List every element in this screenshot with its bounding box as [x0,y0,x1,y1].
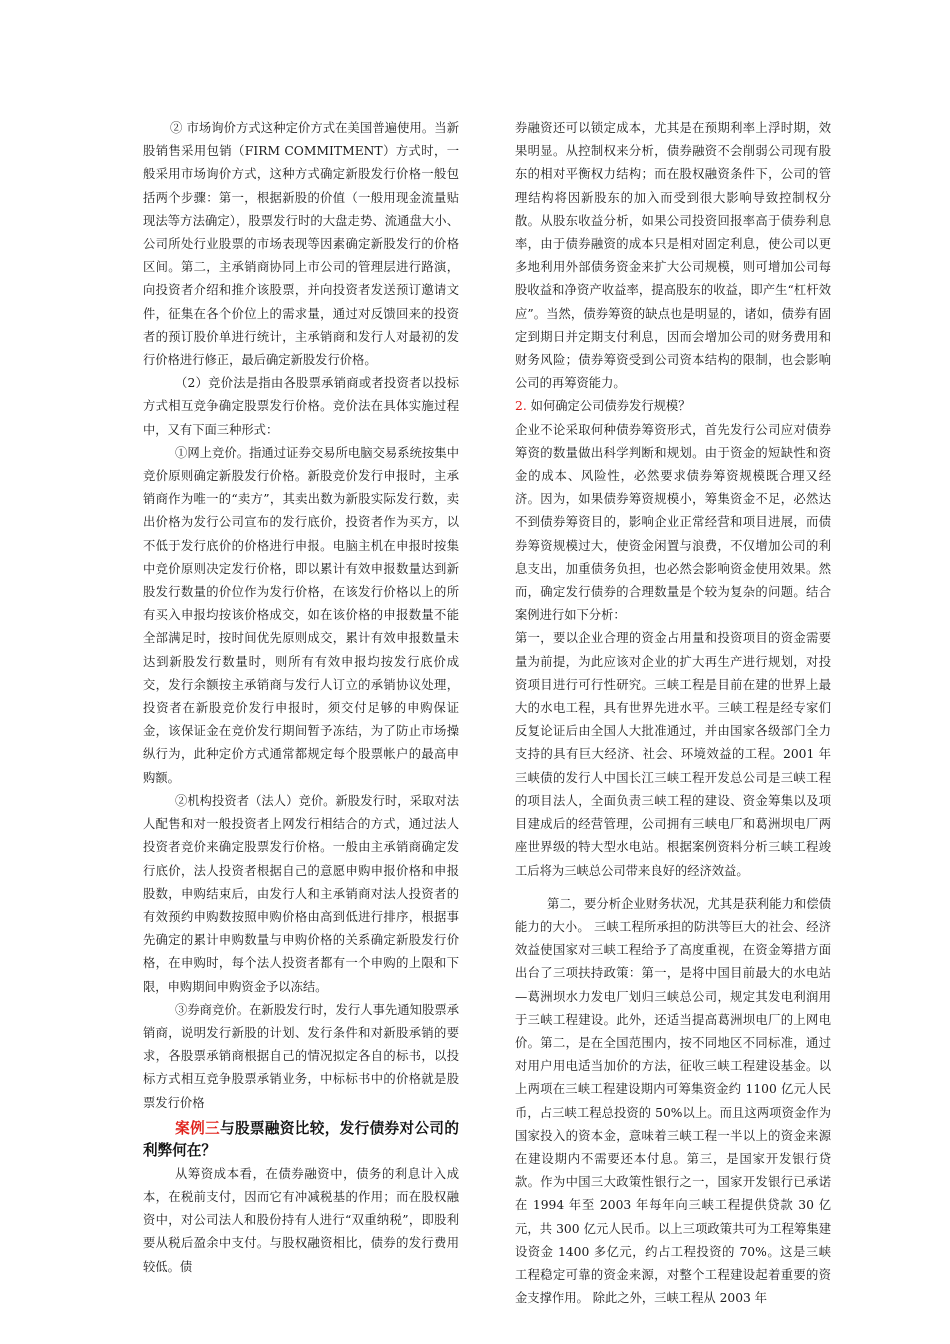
paragraph-institutional-bidding: ②机构投资者（法人）竞价。新股发行时，采取对法人配售和对一般投资者上网发行相结合的方式，通过法人投资者竞价来确定股票发行价格。一般由主承销商确定发行底价，法人投资者根据自己的意愿申购申报价格和申报股数，申购结束后，由发行人和主承销商对法人投资者的有效预约申购数按照申购价格由高到低进行排序，根据事先确定的累计申购数量与申购价格的关系确定新股发行价格，在申购时，每个法人投资者都有一个申购的上限和下限，申购期间申购资金予以冻结。 [143,793,459,994]
paragraph-bidding-method: （2）竞价法是指由各股票承销商或者投资者以投标方式相互竞争确定股票发行价格。竞价法在具体实施过程中，又有下面三种形式： [143,376,459,437]
question-two-number: 2. [515,399,527,414]
paragraph-market-inquiry: ② 市场询价方式这种定价方式在美国普遍使用。当新股销售采用包销（FIRM COMMITMENT）方式时，一般采用市场询价方式，这种方式确定新股发行价格一般包括两个步骤：第一，根据新股的价值（一般用现金流量贴现法等方法确定），股票发行时的大盘走势、流通盘大小、公司所处行业股票的市场表现等因素确定新股发行的价格区间。第二，主承销商协同上市公司的管理层进行路演，向投资者介绍和推介该股票，并向投资者发送预订邀请文件，征集在各个价位上的需求量，通过对反馈回来的投资者的预订股价单进行统计，主承销商和发行人对最初的发行价格进行修正，最后确定新股发行价格。 [143,121,459,368]
case-three-title: 与股票融资比较，发行债券对公司的利弊何在？ [143,1119,459,1159]
question-two-text: 如何确定公司债券发行规模？ [526,399,691,414]
paragraph-gap [515,883,831,893]
case-three-label: 案例三 [175,1119,220,1137]
left-column [143,117,459,1279]
paragraph-first-point: 第一，要以企业合理的资金占用量和投资项目的资金需要量为前提，为此应该对企业的扩大再生产进行规划，对投资项目进行可行性研究。三峡工程是目前在建的世界上最大的水电工程，具有世界先进水平。三峡工程是经专家们反复论证后由全国人大批准通过，并由国家各级部门全力支持的具有巨大经济、社会、环境效益的工程。2001 年三峡债的发行人中国长江三峡工程开发总公司是三峡工程的项目法人，全面负责三峡工程的建设、资金筹集以及项目建成后的经营管理，公司拥有三峡电厂和葛洲坝电厂两座世界级的特大型水电站。根据案例资料分析三峡工程竣工后将为三峡总公司带来良好的经济效益。 [515,631,831,878]
right-column [515,117,831,1310]
question-two [515,395,831,418]
paragraph-broker-bidding: ③券商竞价。在新股发行时，发行人事先通知股票承销商，说明发行新股的计划、发行条件和对新股承销的要求，各股票承销商根据自己的情况拟定各自的标书，以投标方式相互竞争股票承销业务，中标标书中的价格就是股票发行价格 [143,1002,459,1110]
paragraph-second-point: 第二，要分析企业财务状况，尤其是获利能力和偿债能力的大小。 三峡工程所承担的防洪等巨大的社会、经济效益使国家对三峡工程给予了高度重视，在资金筹措方面出台了三项扶持政策：第一，是将中国目前最大的水电站—葛洲坝水力发电厂划归三峡总公司，规定其发电利润用于三峡工程建设。此外，还适当提高葛洲坝电厂的上网电价。第二，是在全国范围内，按不同地区不同标准，通过对用户用电适当加价的方法，征收三峡工程建设基金。以上两项在三峡工程建设期内可筹集资金约 1100 亿元人民币，占三峡工程总投资的 50%以上。而且这两项资金作为国家投入的资本金，意味着三峡工程一半以上的资金来源在建设期内不需要还本付息。第三，是国家开发银行贷款。作为中国三大政策性银行之一，国家开发银行已承诺在 1994 年至 2003 年每年向三峡工程提供贷款 30 亿元，共 300 亿元人民币。以上三项政策共可为工程筹集建设资金 1400 多亿元，约占工程投资的 70%。这是三峡工程稳定可靠的资金来源，对整个工程建设起着重要的资金支撑作用。 除此之外，三峡工程从 2003 年 [515,896,831,1306]
paragraph-bond-scale: 企业不论采取何种债券筹资形式，首先发行公司应对债券筹资的数量做出科学判断和规划。由于资金的短缺性和资金的成本、风险性，必然要求债券筹资规模既合理又经济。因为，如果债券筹资规模小，筹集资金不足，必然达不到债券筹资目的，影响企业正常经营和项目进展，而债券筹资规模过大，使资金闲置与浪费，不仅增加公司的利息支出，加重债务负担，也必然会影响资金使用效果。然而，确定发行债券的合理数量是个较为复杂的问题。结合案例进行如下分析： [515,422,831,623]
case-three-heading [143,1118,459,1162]
paragraph-bond-advantages: 券融资还可以锁定成本，尤其是在预期利率上浮时期，效果明显。从控制权来分析，债券融资不会削弱公司现有股东的相对平衡权力结构；而在股权融资条件下，公司的管理结构将因新股东的加入而受到很大影响导致控制权分散。从股东收益分析，如果公司投资回报率高于债券利息率，由于债券融资的成本只是相对固定利息，使公司以更多地利用外部债务资金来扩大公司规模，则可增加公司每股收益和净资产收益率，提高股东的收益，即产生“杠杆效应”。当然，债券筹资的缺点也是明显的，诸如，债券有固定到期日并定期支付利息，因而会增加公司的财务费用和财务风险；债券筹资受到公司资本结构的限制，也会影响公司的再筹资能力。 [515,121,831,391]
paragraph-financing-cost: 从筹资成本看，在债券融资中，债务的利息计入成本，在税前支付，因而它有冲减税基的作用；而在股权融资中，对公司法人和股份持有人进行“双重纳税”，即股利要从税后盈余中支付。与股权融资相比，债券的发行费用较低。债 [143,1166,459,1274]
paragraph-online-bidding: ①网上竞价。指通过证券交易所电脑交易系统按集中竞价原则确定新股发行价格。新股竞价发行申报时，主承销商作为唯一的“卖方”，其卖出数为新股实际发行数，卖出价格为发行公司宣布的发行底价，投资者作为买方，以不低于发行底价的价格进行申报。电脑主机在申报时按集中竞价原则决定发行价格，即以累计有效申报数量达到新股发行数量的价位作为发行价格，在该发行价格以上的所有买入申报均按该价格成交，如在该价格的申报数量不能全部满足时，按时间优先原则成交，累计有效申报数量未达到新股发行数量时，则所有有效申报均按发行底价成交，发行余额按主承销商与发行人订立的承销协议处理，投资者在新股竞价发行申报时，须交付足够的申购保证金，该保证金在竞价发行期间暂予冻结，为了防止市场操纵行为，此种定价方式通常都规定每个股票帐户的最高申购额。 [143,445,459,785]
